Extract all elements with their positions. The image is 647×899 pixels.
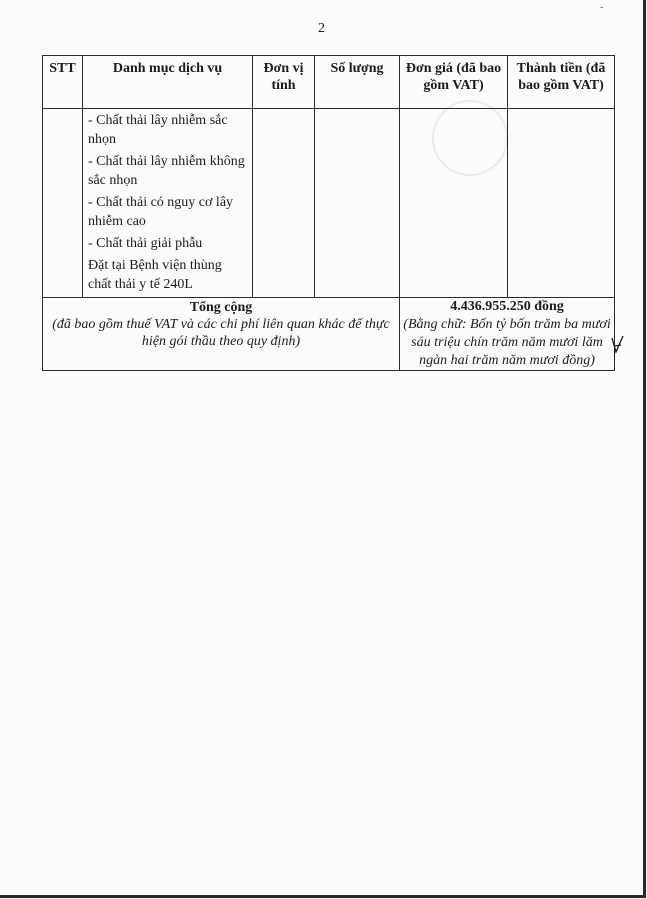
page-number: 2: [318, 21, 325, 36]
cell-price: [400, 109, 508, 298]
total-row: [43, 298, 615, 371]
price-quote-table: [42, 55, 615, 371]
header-price: Đơn giá (đã bao gồm VAT): [400, 56, 508, 109]
list-item: - Chất thải giải phẫu: [88, 236, 203, 251]
total-amount-words: (Bằng chữ: Bốn tỷ bốn trăm ba mươi sáu triệu chín trăm năm mươi lăm ngàn hai trăm năm mươi đồng): [403, 317, 611, 368]
total-note: (đã bao gồm thuế VAT và các chi phí liên quan khác để thực hiện gói thầu theo quy định): [52, 317, 390, 349]
table-header-row: [43, 56, 615, 109]
total-value-cell: [400, 298, 615, 371]
cell-quantity: [315, 109, 400, 298]
total-title: Tổng cộng: [189, 300, 253, 315]
header-unit: Đơn vị tính: [253, 56, 315, 109]
header-quantity: Số lượng: [315, 56, 400, 109]
total-label-cell: [43, 298, 400, 371]
cell-unit: [253, 109, 315, 298]
header-stt: STT: [43, 56, 83, 109]
list-item: - Chất thải có nguy cơ lây nhiễm cao: [88, 195, 234, 229]
list-item: - Chất thải lây nhiễm không sắc nhọn: [88, 154, 245, 188]
header-total: Thành tiền (đã bao gồm VAT): [508, 56, 615, 109]
total-amount: 4.436.955.250 đồng: [450, 299, 564, 314]
cell-item-list: [83, 109, 253, 298]
cell-stt: [43, 109, 83, 298]
list-item: - Chất thải lây nhiễm sắc nhọn: [88, 113, 228, 147]
table-row: [43, 109, 615, 298]
list-item: Đặt tại Bệnh viện thùng chất thải y tế 240L: [88, 258, 222, 292]
header-item: Danh mục dịch vụ: [83, 56, 253, 109]
signature-mark: [610, 334, 626, 356]
corner-mark: -: [600, 2, 604, 13]
cell-total: [508, 109, 615, 298]
